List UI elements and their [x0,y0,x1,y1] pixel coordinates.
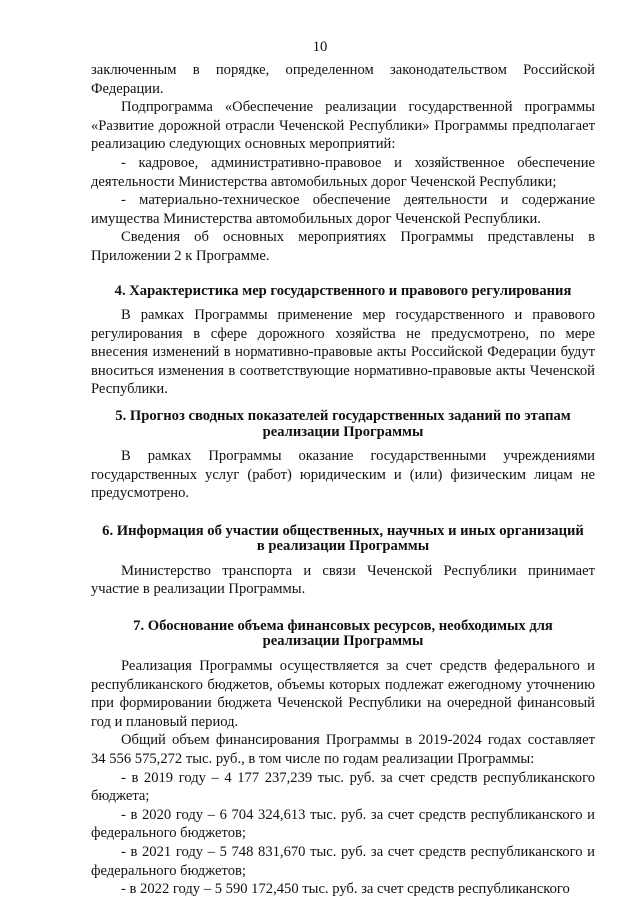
section-7-list-item: - в 2021 году – 5 748 831,670 тыс. руб. за счет средств республиканского и федерального бюджетов; [91,843,595,879]
section-6-heading [91,524,595,555]
section-5-paragraph: В рамках Программы оказание государственными учреждениями государственных услуг (работ) юридическим и (или) физическим лицам не предусмотрено. [91,448,595,502]
section-6-paragraph: Министерство транспорта и связи Чеченской Республики принимает участие в реализации Программы. [91,562,595,598]
section-7-heading [91,619,595,650]
intro-list-item: - материально-техническое обеспечение деятельности и содержание имущества Министерства автомобильных дорог Чеченской Республики. [91,192,595,227]
section-5-heading-line-1: 5. Прогноз сводных показателей государственных заданий по этапам [115,408,571,424]
section-7-heading-line-1: 7. Обоснование объема финансовых ресурсов, необходимых для [133,617,553,634]
section-6-heading-line-1: 6. Информация об участии общественных, научных и иных организаций [102,522,584,539]
section-7-list-item: - в 2022 году – 5 590 172,450 тыс. руб. за счет средств республиканского [121,881,570,898]
intro-paragraph: Подпрограмма «Обеспечение реализации государственной программы «Развитие дорожной отрасли Чеченской Республики» Программы предполагает реализацию следующих основных мероприятий: [91,99,595,153]
section-5-heading [91,409,595,440]
section-7-paragraph: Общий объем финансирования Программы в 2019-2024 годах составляет 34 556 575,272 тыс. руб., в том числе по годам реализации Программы: [91,732,595,767]
section-7-paragraph: Реализация Программы осуществляется за счет средств федерального и республиканского бюджетов, объемы которых подлежат ежегодному уточнению при формировании бюджета Чеченской Республики на очередной финансовый год и плановый период. [91,657,595,730]
page-number: 10 [312,39,328,55]
section-7-list-item: - в 2020 году – 6 704 324,613 тыс. руб. за счет средств республиканского и федерального бюджетов; [91,806,595,842]
page-content [91,61,595,899]
section-4-paragraph: В рамках Программы применение мер государственного и правового регулирования в сфере дорожного хозяйства не предусмотрено, по мере внесения изменений в нормативно-правовые акты Российской Федерации будут вноситься изменения в соответствующие нормативно-правовые акты Чеченской Республики. [91,307,595,398]
section-5-heading-line-2: реализации Программы [262,423,424,440]
intro-paragraph: Сведения об основных мероприятиях Программы представлены в Приложении 2 к Программе. [91,229,595,264]
intro-paragraph: заключенным в порядке, определенном законодательством Российской Федерации. [91,62,595,97]
section-6-heading-line-2: в реализации Программы [256,538,430,555]
section-7-list-item: - в 2019 году – 4 177 237,239 тыс. руб. за счет средств республиканского бюджета; [91,769,595,805]
section-7-heading-line-2: реализации Программы [262,633,424,650]
section-4-heading: 4. Характеристика мер государственного и правового регулирования [114,282,572,299]
intro-list-item: - кадровое, административно-правовое и хозяйственное обеспечение деятельности Министерства автомобильных дорог Чеченской Республики; [91,154,595,190]
